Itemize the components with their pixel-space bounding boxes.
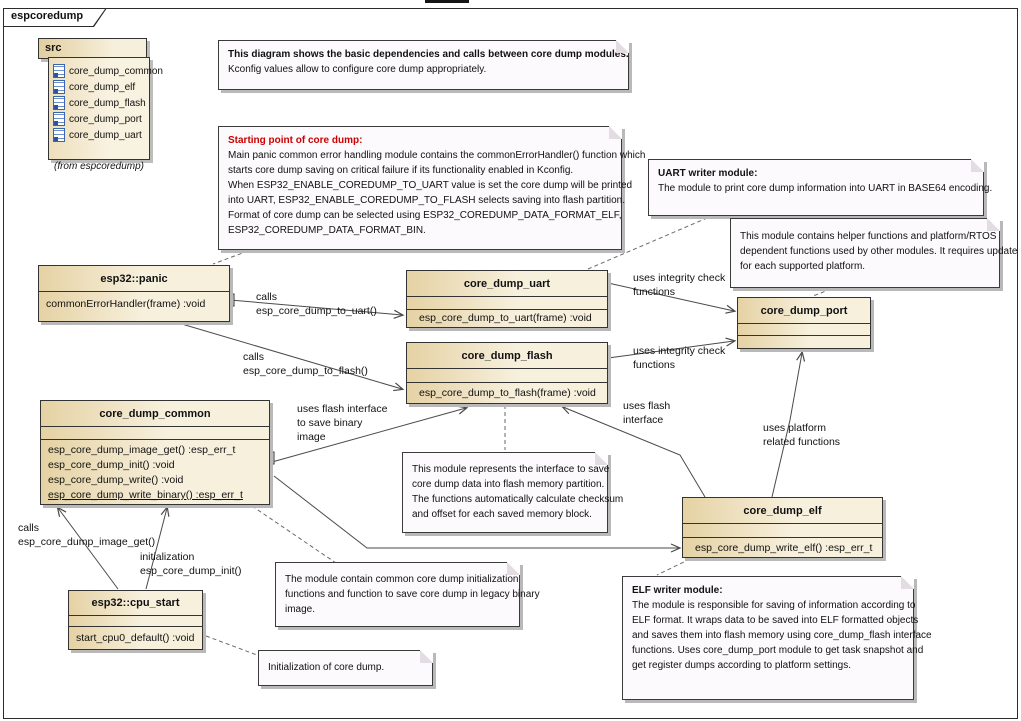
edge-label-line: uses flash xyxy=(623,400,671,412)
note-line: Main panic common error handling module contains the commonErrorHandler() function which xyxy=(228,150,646,161)
file-label: core_dump_port xyxy=(69,113,142,125)
fold-corner xyxy=(971,159,984,172)
class-name: core_dump_port xyxy=(760,305,848,317)
class-name: core_dump_elf xyxy=(743,505,822,517)
edge-label-line: related functions xyxy=(763,436,841,448)
edge-label-line: esp_core_dump_image_get() xyxy=(18,536,156,548)
note-line: and saves them into flash memory using core_dump_flash interface xyxy=(632,630,932,641)
note-line: The module to print core dump information into UART in BASE64 encoding. xyxy=(658,183,993,194)
class-method: esp_core_dump_to_flash(frame) :void xyxy=(419,387,596,399)
note-line: Kconfig values allow to configure core dump appropriately. xyxy=(228,64,487,75)
fold-corner xyxy=(420,650,433,663)
edge-label-flash-iface xyxy=(623,399,670,427)
class-method: esp_core_dump_to_uart(frame) :void xyxy=(419,312,592,324)
fold-corner xyxy=(595,452,608,465)
class-core-dump-common[interactable] xyxy=(40,400,270,505)
edge-label-line: calls xyxy=(243,351,265,363)
package-file-core-dump-common[interactable] xyxy=(49,63,163,79)
note-heading: ELF writer module: xyxy=(632,585,723,596)
file-icon xyxy=(53,64,65,78)
note-line: get register dumps according to platform settings. xyxy=(632,660,851,671)
note-line: and offset for each saved memory block. xyxy=(412,509,592,520)
diagram-title: espcoredump xyxy=(11,10,84,22)
note-line: The functions automatically calculate checksum xyxy=(412,494,624,505)
package-src-body[interactable] xyxy=(48,57,163,160)
edge-label-calls-image-get xyxy=(18,521,155,549)
note-line: for each supported platform. xyxy=(740,261,866,272)
fold-corner xyxy=(609,126,622,139)
edge-label-integrity-uart xyxy=(633,271,725,299)
note-line: The module contain common core dump initialization xyxy=(285,574,519,585)
package-name: src xyxy=(45,42,62,54)
class-core-dump-uart[interactable] xyxy=(406,270,608,328)
edge-label-line: calls xyxy=(18,522,40,534)
edge-label-line: esp_core_dump_init() xyxy=(140,565,242,577)
package-src-tab[interactable] xyxy=(38,38,147,59)
class-method: esp_core_dump_write_elf() :esp_err_t xyxy=(695,542,873,554)
class-esp32-cpu-start[interactable] xyxy=(68,590,203,650)
edge-label-integrity-flash xyxy=(633,344,725,372)
fold-corner xyxy=(507,562,520,575)
edge-label-line: uses integrity check xyxy=(633,345,726,357)
class-method: esp_core_dump_write() :void xyxy=(48,474,184,486)
class-name: esp32::panic xyxy=(100,273,168,285)
edge-label-line: image xyxy=(297,431,326,443)
file-label: core_dump_common xyxy=(69,65,163,77)
note-initialization[interactable] xyxy=(258,650,433,686)
edge-label-line: uses integrity check xyxy=(633,272,726,284)
file-icon xyxy=(53,96,65,110)
class-core-dump-elf[interactable] xyxy=(682,497,883,558)
note-line: into UART, ESP32_ENABLE_COREDUMP_TO_FLASH selects saving into flash partition. xyxy=(228,195,626,206)
edge-label-flash-binary xyxy=(297,402,387,444)
edge-label-line: uses flash interface xyxy=(297,403,388,415)
package-caption: (from espcoredump) xyxy=(53,161,145,172)
fold-corner xyxy=(616,40,629,53)
fold-corner xyxy=(987,218,1000,231)
note-line: ELF format. It wraps data to be saved into ELF formatted objects xyxy=(632,615,919,626)
class-core-dump-port[interactable] xyxy=(737,297,871,349)
note-heading: UART writer module: xyxy=(658,168,758,179)
note-line: This module contains helper functions and platform/RTOS xyxy=(740,231,997,242)
file-label: core_dump_elf xyxy=(69,81,136,93)
note-line: starts core dump saving on critical failure if its functionality enabled in Kconfig. xyxy=(228,165,574,176)
edge-label-calls-to-flash xyxy=(243,350,368,378)
page-break-tick xyxy=(425,0,469,3)
file-label: core_dump_flash xyxy=(69,97,146,109)
note-line: dependent functions used by other modules. It requires update xyxy=(740,246,1018,257)
class-core-dump-flash[interactable] xyxy=(406,342,608,404)
package-file-core-dump-elf[interactable] xyxy=(49,79,149,95)
note-line: Initialization of core dump. xyxy=(268,662,385,673)
note-flash-interface[interactable] xyxy=(402,452,624,533)
edge-label-calls-to-uart xyxy=(256,290,377,318)
note-line: image. xyxy=(285,604,316,615)
class-method: esp_core_dump_image_get() :esp_err_t xyxy=(48,444,236,456)
package-file-core-dump-port[interactable] xyxy=(49,111,149,127)
file-icon xyxy=(53,80,65,94)
edge-label-line: interface xyxy=(623,414,664,426)
file-icon xyxy=(53,128,65,142)
class-esp32-panic[interactable] xyxy=(38,265,230,322)
note-overview[interactable] xyxy=(218,40,629,90)
edge-label-line: functions xyxy=(633,286,676,298)
class-method: commonErrorHandler(frame) :void xyxy=(46,298,206,310)
edge-label-line: esp_core_dump_to_flash() xyxy=(243,365,368,377)
edge-label-line: functions xyxy=(633,359,676,371)
note-heading: This diagram shows the basic dependencies and calls between core dump modules. xyxy=(228,49,629,60)
edge-label-line: esp_core_dump_to_uart() xyxy=(256,305,377,317)
note-line: This module represents the interface to save xyxy=(412,464,610,475)
class-name: esp32::cpu_start xyxy=(91,597,180,609)
note-line: core dump data into flash memory partition. xyxy=(412,479,605,490)
edge-label-line: initialization xyxy=(140,551,195,563)
note-elf-writer[interactable] xyxy=(622,576,932,700)
note-line: ESP32_COREDUMP_DATA_FORMAT_BIN. xyxy=(228,225,426,236)
package-file-core-dump-flash[interactable] xyxy=(49,95,149,111)
note-uart-writer[interactable] xyxy=(648,159,993,216)
edge-label-line: uses platform xyxy=(763,422,827,434)
note-common-module[interactable] xyxy=(275,562,540,627)
note-line: functions and function to save core dump in legacy binary xyxy=(285,589,540,600)
edge-label-line: to save binary xyxy=(297,417,363,429)
note-heading: Starting point of core dump: xyxy=(228,135,363,146)
file-label: core_dump_uart xyxy=(69,129,142,141)
edge-label-platform-related xyxy=(763,421,840,449)
note-platform[interactable] xyxy=(730,218,1018,288)
file-icon xyxy=(53,112,65,126)
class-name: core_dump_common xyxy=(99,408,211,420)
class-method: esp_core_dump_write_binary() :esp_err_t xyxy=(48,489,243,501)
edge-label-line: calls xyxy=(256,291,278,303)
note-line: Format of core dump can be selected using ESP32_COREDUMP_DATA_FORMAT_ELF, xyxy=(228,210,622,221)
class-name: core_dump_flash xyxy=(461,350,553,362)
note-line: When ESP32_ENABLE_COREDUMP_TO_UART value is set the core dump will be printed xyxy=(228,180,633,191)
class-method: esp_core_dump_init() :void xyxy=(48,459,175,471)
note-line: functions. Uses core_dump_port module to get task snapshot and xyxy=(632,645,924,656)
class-method: start_cpu0_default() :void xyxy=(76,632,195,644)
class-name: core_dump_uart xyxy=(463,278,551,290)
edge-label-init-call xyxy=(140,550,242,578)
package-file-core-dump-uart[interactable] xyxy=(49,127,149,143)
fold-corner xyxy=(901,576,914,589)
note-line: The module is responsible for saving of information according to xyxy=(632,600,916,611)
note-starting-point[interactable] xyxy=(218,126,646,250)
